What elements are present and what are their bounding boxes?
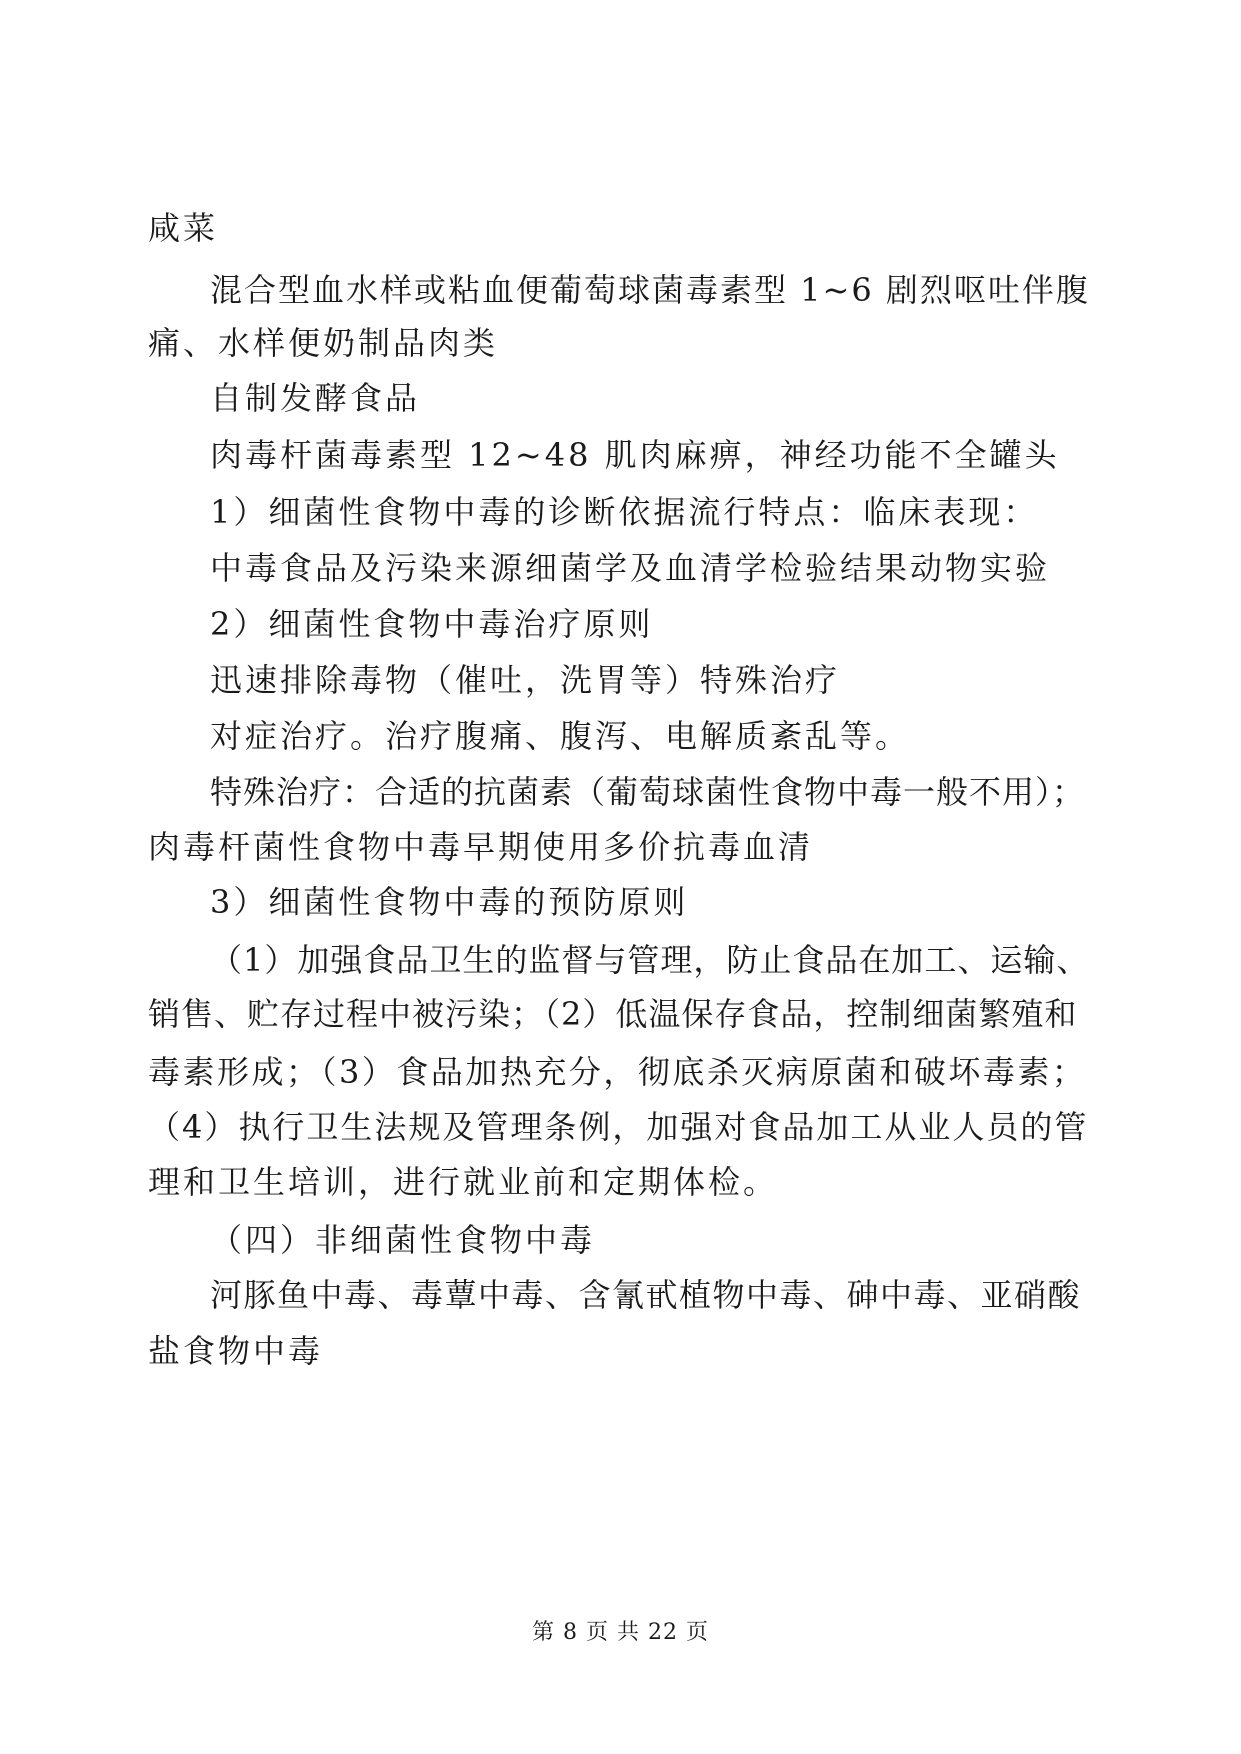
text-line: （四）非细菌性食物中毒 bbox=[210, 1221, 596, 1259]
text-line: 痛、水样便奶制品肉类 bbox=[148, 324, 499, 362]
page-number-footer: 第 8 页 共 22 页 bbox=[532, 1620, 709, 1645]
text-line: 特殊治疗：合适的抗菌素（葡萄球菌性食物中毒一般不用）； bbox=[210, 773, 1086, 811]
text-line: 中毒食品及污染来源细菌学及血清学检验结果动物实验 bbox=[210, 549, 1051, 587]
text-line: 肉毒杆菌毒素型 12~48 肌肉麻痹，神经功能不全罐头 bbox=[210, 436, 1060, 474]
text-line: 对症治疗。治疗腹痛、腹泻、电解质紊乱等。 bbox=[210, 717, 911, 755]
text-line: 2）细菌性食物中毒治疗原则 bbox=[210, 605, 654, 643]
text-line: 盐食物中毒 bbox=[148, 1332, 324, 1370]
text-line: 毒素形成；（3）食品加热充分，彻底杀灭病原菌和破坏毒素； bbox=[148, 1053, 1087, 1091]
text-line: 肉毒杆菌性食物中毒早期使用多价抗毒血清 bbox=[148, 828, 814, 866]
text-line: 迅速排除毒物（催吐，洗胃等）特殊治疗 bbox=[210, 661, 841, 699]
text-line: （1）加强食品卫生的监督与管理，防止食品在加工、运输、 bbox=[210, 941, 1090, 979]
text-line: 理和卫生培训，进行就业前和定期体检。 bbox=[148, 1163, 779, 1201]
text-line: 自制发酵食品 bbox=[210, 379, 421, 417]
text-line: （4）执行卫生法规及管理条例，加强对食品加工从业人员的管 bbox=[148, 1108, 1089, 1146]
text-line: 销售、贮存过程中被污染；（2）低温保存食品，控制细菌繁殖和 bbox=[148, 995, 1078, 1033]
text-line: 混合型血水样或粘血便葡萄球菌毒素型 1~6 剧烈呕吐伴腹 bbox=[210, 271, 1090, 309]
text-line: 1）细菌性食物中毒的诊断依据流行特点：临床表现： bbox=[210, 493, 1039, 531]
text-line: 河豚鱼中毒、毒蕈中毒、含氰甙植物中毒、砷中毒、亚硝酸 bbox=[210, 1276, 1082, 1314]
text-line: 咸菜 bbox=[148, 209, 219, 247]
text-line: 3）细菌性食物中毒的预防原则 bbox=[210, 883, 689, 921]
